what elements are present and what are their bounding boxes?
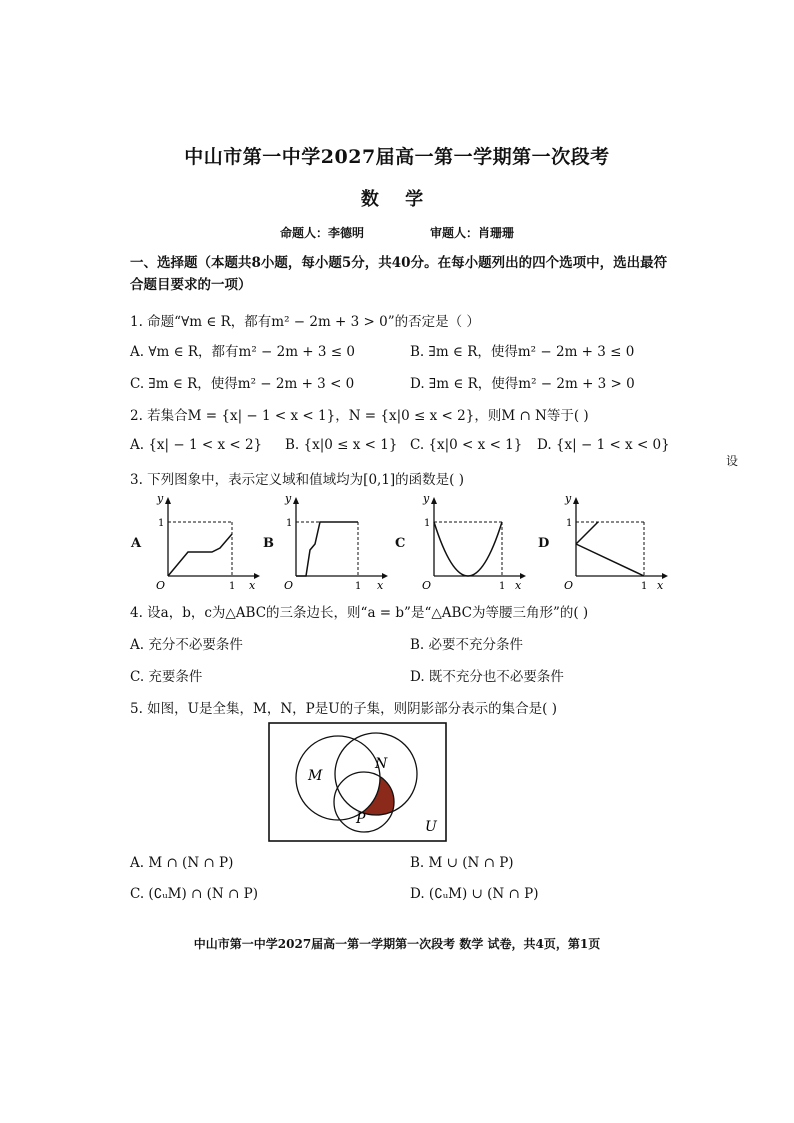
venn-diagram <box>268 722 448 844</box>
authors-line <box>280 224 580 241</box>
graph-d-x-label: x <box>657 579 664 592</box>
exam-title: 中山市第一中学2027届高一第一学期第一次段考 <box>184 146 610 168</box>
question-1-option-a[interactable]: A. ∀m ∈ R，都有m² − 2m + 3 ≤ 0 <box>130 344 355 360</box>
question-1-option-c[interactable]: C. ∃m ∈ R，使得m² − 2m + 3 < 0 <box>130 376 355 392</box>
graph-d[interactable] <box>558 492 670 592</box>
setter-label: 命题人：李德明 <box>280 226 365 240</box>
graph-c-label[interactable]: C <box>395 536 406 551</box>
graph-b-label[interactable]: B <box>263 536 274 551</box>
reviewer-label: 审题人：肖珊珊 <box>430 226 515 240</box>
question-1-stem: 1. 命题“∀m ∈ R，都有m² − 2m + 3 > 0”的否定是（ ） <box>130 314 480 330</box>
graph-b-y-tick: 1 <box>286 518 293 529</box>
question-4-option-c[interactable]: C. 充要条件 <box>130 669 203 685</box>
graph-c-y-label: y <box>423 492 430 505</box>
question-2-option-a[interactable]: A. {x| − 1 < x < 2} <box>130 437 263 453</box>
question-4-option-b[interactable]: B. 必要不充分条件 <box>410 637 524 653</box>
graph-b-x-label: x <box>377 579 384 592</box>
graph-c-y-tick: 1 <box>424 518 431 529</box>
page-footer: 中山市第一中学2027届高一第一学期第一次段考 数学 试卷，共4页，第1页 <box>193 937 601 951</box>
graph-c-x-label: x <box>515 579 522 592</box>
graph-c-origin: O <box>422 579 432 592</box>
graph-a-label[interactable]: A <box>131 536 142 551</box>
question-5-option-c[interactable]: C. (∁ᵤM) ∩ (N ∩ P) <box>130 886 258 902</box>
graph-d-y-label: y <box>565 492 572 505</box>
graph-b-y-label: y <box>285 492 292 505</box>
question-5-option-b[interactable]: B. M ∪ (N ∩ P) <box>410 855 514 871</box>
subject-title: 数 学 <box>360 189 434 210</box>
graph-c[interactable] <box>416 492 528 592</box>
graph-d-origin: O <box>564 579 574 592</box>
side-mark: 设 <box>726 454 739 468</box>
question-1-option-b[interactable]: B. ∃m ∈ R，使得m² − 2m + 3 ≤ 0 <box>410 344 635 360</box>
graph-d-label[interactable]: D <box>538 536 550 551</box>
question-3-stem: 3. 下列图象中，表示定义域和值域均为[0,1]的函数是( ) <box>130 472 464 488</box>
graph-a-y-label: y <box>157 492 164 505</box>
graph-b-origin: O <box>284 579 294 592</box>
venn-label-p: P <box>356 811 366 827</box>
graph-d-y-tick: 1 <box>566 518 573 529</box>
graph-b[interactable] <box>278 492 390 592</box>
question-2-stem: 2. 若集合M = {x| − 1 < x < 1}，N = {x|0 ≤ x < 2}，则M ∩ N等于( ) <box>130 408 589 424</box>
venn-label-n: N <box>375 756 388 772</box>
graph-b-x-tick: 1 <box>355 581 362 592</box>
question-4-stem: 4. 设a，b，c为△ABC的三条边长，则“a = b”是“△ABC为等腰三角形”的( ) <box>130 605 589 621</box>
venn-label-u: U <box>425 819 437 835</box>
section-heading: 一、选择题（本题共8小题，每小题5分，共40分。在每小题列出的四个选项中，选出最符合题目要求的一项） <box>130 255 668 293</box>
graph-a-x-tick: 1 <box>229 581 236 592</box>
question-5-option-d[interactable]: D. (∁ᵤM) ∪ (N ∩ P) <box>410 886 539 902</box>
graph-c-x-tick: 1 <box>499 581 506 592</box>
venn-label-m: M <box>308 768 323 784</box>
question-4-option-a[interactable]: A. 充分不必要条件 <box>130 637 243 653</box>
graph-a-origin: O <box>156 579 166 592</box>
graph-d-x-tick: 1 <box>641 581 648 592</box>
question-1-option-d[interactable]: D. ∃m ∈ R，使得m² − 2m + 3 > 0 <box>410 376 635 392</box>
graph-a-x-label: x <box>249 579 256 592</box>
question-5-option-a[interactable]: A. M ∩ (N ∩ P) <box>130 855 234 871</box>
question-5-stem: 5. 如图，U是全集，M，N，P是U的子集，则阴影部分表示的集合是( ) <box>130 701 557 717</box>
graph-a-y-tick: 1 <box>158 518 165 529</box>
question-2-option-b[interactable]: B. {x|0 ≤ x < 1} <box>285 437 398 453</box>
question-4-option-d[interactable]: D. 既不充分也不必要条件 <box>410 669 564 685</box>
question-2-option-d[interactable]: D. {x| − 1 < x < 0} <box>537 437 670 453</box>
question-2-option-c[interactable]: C. {x|0 < x < 1} <box>410 437 523 453</box>
graph-a[interactable] <box>150 492 262 592</box>
